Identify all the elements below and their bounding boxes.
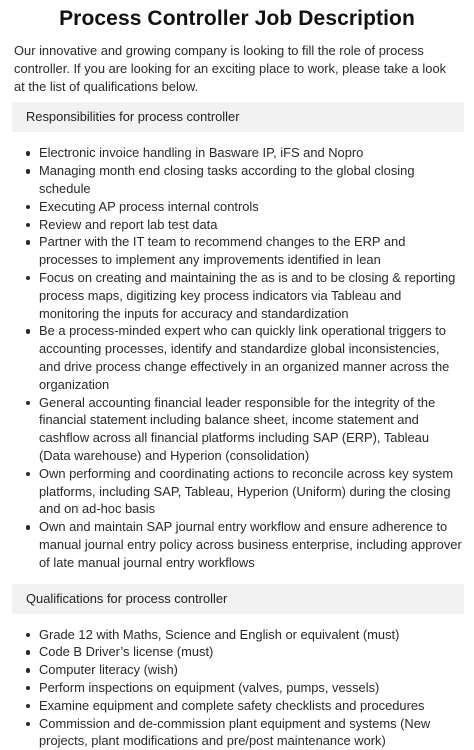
list-item-text: Focus on creating and maintaining the as is and to be closing & reporting process maps, digitizing key process indicators via Tableau and monitoring the inputs for accuracy and standardization <box>39 270 455 321</box>
bullet-icon <box>26 205 30 209</box>
list-item <box>12 144 464 162</box>
list-item <box>12 697 464 715</box>
list-item <box>12 269 464 322</box>
list-item <box>12 322 464 393</box>
bullet-icon <box>26 686 30 690</box>
list-item <box>12 216 464 234</box>
bullet-icon <box>26 633 30 637</box>
list-item-text: Examine equipment and complete safety checklists and procedures <box>39 698 425 713</box>
list-item-text: Managing month end closing tasks according to the global closing schedule <box>39 163 415 196</box>
bullet-icon <box>26 223 30 227</box>
bullet-icon <box>26 722 30 726</box>
list-item <box>12 643 464 661</box>
bullet-icon <box>26 704 30 708</box>
page-title: Process Controller Job Description <box>0 0 474 34</box>
list-item-text: Code B Driver’s license (must) <box>39 644 213 659</box>
list-item-text: Electronic invoice handling in Basware IP, iFS and Nopro <box>39 145 363 160</box>
intro-paragraph: Our innovative and growing company is looking to fill the role of process controller. If you are looking for an exciting place to work, please take a look at the list of qualifications below. <box>14 42 460 95</box>
list-item <box>12 661 464 679</box>
bullet-icon <box>26 472 30 476</box>
list-item <box>12 233 464 269</box>
list-item-text: Be a process-minded expert who can quickly link operational triggers to accounting processes, identify and standardize global inconsistencies, and drive process change effectively in an organized manner across the organization <box>39 323 449 391</box>
list-item-text: General accounting financial leader responsible for the integrity of the financial statement including balance sheet, income statement and cashflow across all financial platforms including SAP (ERP), Tableau (Data warehouse) and Hyperion (consolidation) <box>39 395 435 463</box>
bullet-icon <box>26 329 30 333</box>
responsibilities-list <box>12 144 464 571</box>
qualifications-list <box>12 626 464 750</box>
list-item <box>12 679 464 697</box>
list-item <box>12 465 464 518</box>
list-item-text: Perform inspections on equipment (valves, pumps, vessels) <box>39 680 379 695</box>
bullet-icon <box>26 169 30 173</box>
bullet-icon <box>26 650 30 654</box>
list-item <box>12 198 464 216</box>
bullet-icon <box>26 668 30 672</box>
bullet-icon <box>26 151 30 155</box>
list-item-text: Own performing and coordinating actions to reconcile across key system platforms, including SAP, Tableau, Hyperion (Uniform) during the closing and on ad-hoc basis <box>39 466 453 517</box>
list-item <box>12 394 464 465</box>
bullet-icon <box>26 401 30 405</box>
list-item <box>12 162 464 198</box>
list-item-text: Commission and de-commission plant equipment and systems (New projects, plant modifications and pre/post maintenance work) <box>39 716 430 749</box>
list-item-text: Review and report lab test data <box>39 217 217 232</box>
list-item-text: Executing AP process internal controls <box>39 199 259 214</box>
bullet-icon <box>26 276 30 280</box>
list-item <box>12 518 464 571</box>
list-item-text: Own and maintain SAP journal entry workflow and ensure adherence to manual journal entry policy across business enterprise, including approver of late manual journal entry workflows <box>39 519 462 570</box>
bullet-icon <box>26 240 30 244</box>
list-item-text: Computer literacy (wish) <box>39 662 178 677</box>
responsibilities-header: Responsibilities for process controller <box>12 102 464 132</box>
list-item <box>12 626 464 644</box>
bullet-icon <box>26 525 30 529</box>
list-item-text: Grade 12 with Maths, Science and English or equivalent (must) <box>39 627 399 642</box>
list-item <box>12 715 464 750</box>
list-item-text: Partner with the IT team to recommend changes to the ERP and processes to implement any improvements identified in lean <box>39 234 405 267</box>
qualifications-header: Qualifications for process controller <box>12 584 464 614</box>
